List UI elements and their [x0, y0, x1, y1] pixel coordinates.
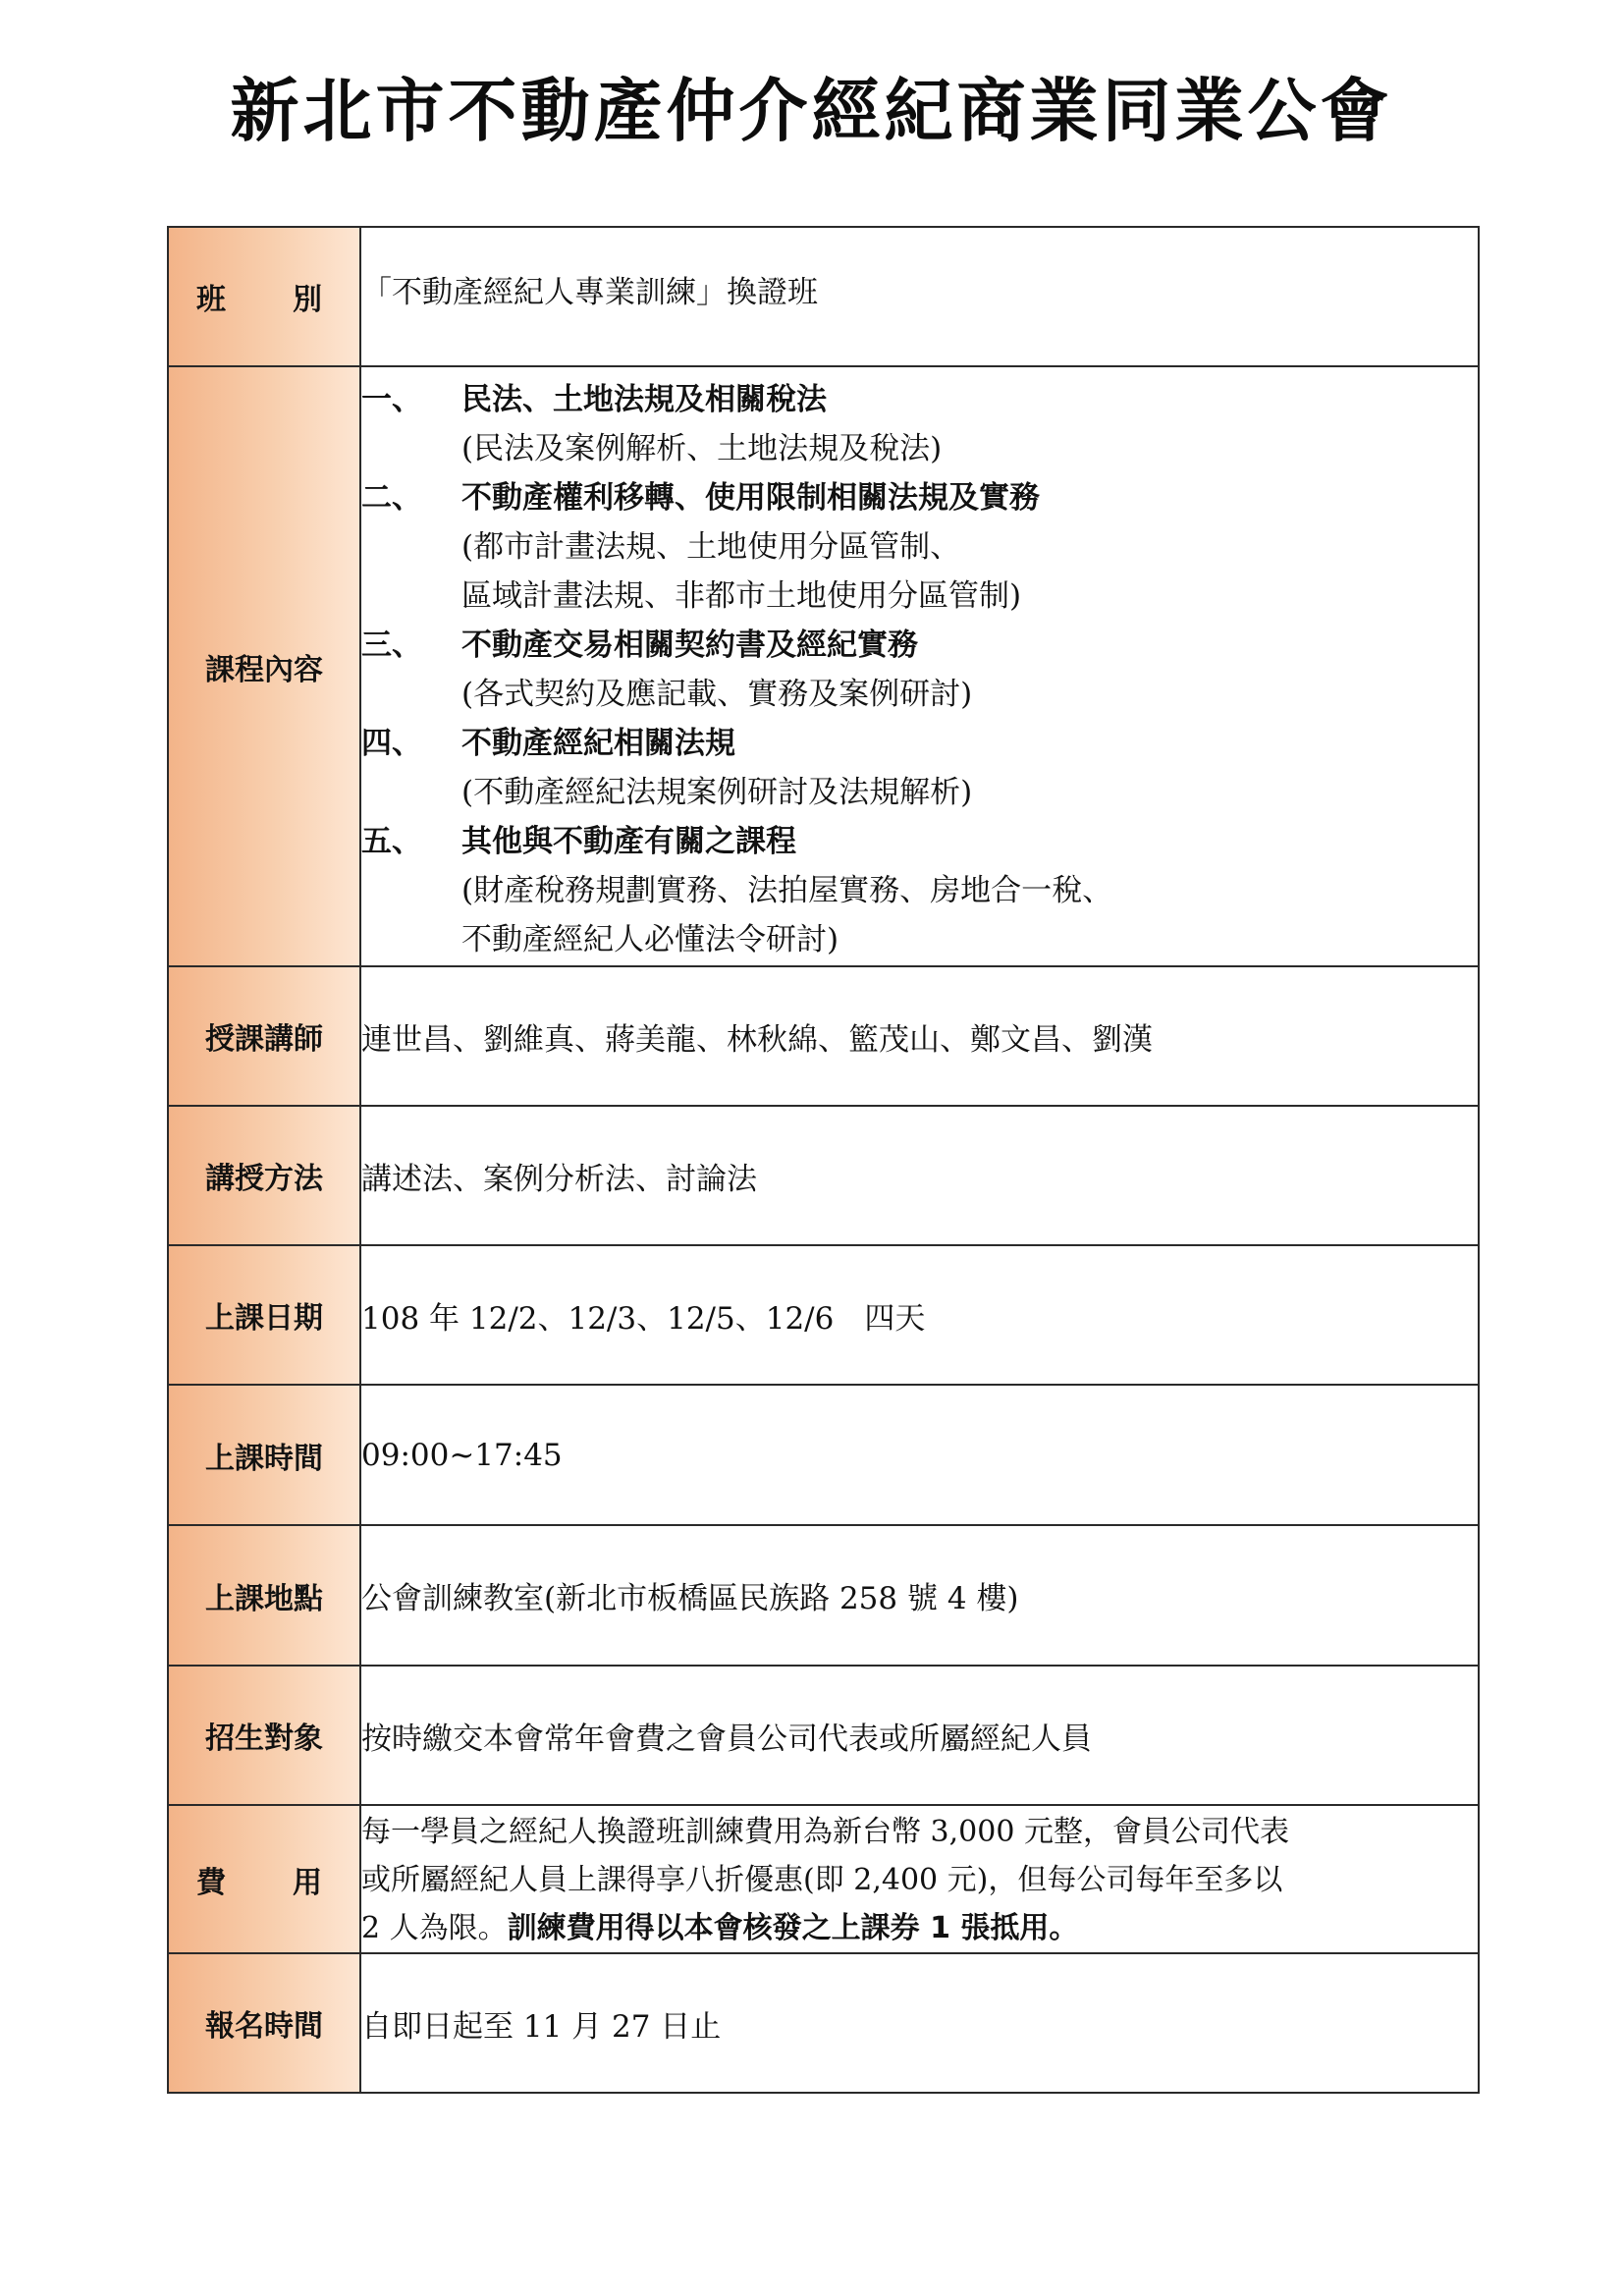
- fee-line: 每一學員之經紀人換證班訓練費用為新台幣 3,000 元整，會員公司代表: [361, 1815, 1289, 1849]
- course-item-detail: (民法及案例解析、土地法規及稅法): [461, 431, 943, 466]
- course-item: [361, 375, 1478, 473]
- value-class-type: 「不動產經紀人專業訓練」換證班: [360, 227, 1479, 366]
- value-instructors: 連世昌、劉維真、蔣美龍、林秋綿、籃茂山、鄭文昌、劉漢: [360, 966, 1479, 1106]
- course-item-title: 不動產交易相關契約書及經紀實務: [461, 628, 918, 663]
- value-class-dates: 108 年 12/2、12/3、12/5、12/6 四天: [360, 1245, 1479, 1385]
- course-item: [361, 817, 1478, 964]
- label-class-type-char-1: 班: [196, 283, 226, 317]
- label-class-time: 上課時間: [168, 1385, 360, 1525]
- fee-line-normal: 2 人為限。: [361, 1911, 508, 1945]
- row-fee: [168, 1805, 1479, 1953]
- label-course-content: 課程內容: [168, 366, 360, 966]
- course-item: [361, 621, 1478, 719]
- label-instructors: 授課講師: [168, 966, 360, 1106]
- course-item: [361, 473, 1478, 621]
- course-item-number: 一、: [361, 382, 422, 417]
- label-location: 上課地點: [168, 1525, 360, 1666]
- row-course-content: [168, 366, 1479, 966]
- row-location: [168, 1525, 1479, 1666]
- fee-line: [361, 1904, 1478, 1952]
- label-teaching-method: 講授方法: [168, 1106, 360, 1245]
- row-class-time: [168, 1385, 1479, 1525]
- course-item-number: 五、: [361, 824, 422, 859]
- course-item-detail: (都市計畫法規、土地使用分區管制、: [461, 529, 961, 565]
- course-item-number: 二、: [361, 480, 422, 516]
- row-instructors: [168, 966, 1479, 1106]
- course-item-detail: 不動產經紀人必懂法令研討): [461, 922, 839, 957]
- label-class-type-char-2: 別: [293, 283, 322, 317]
- course-item-detail: 區域計畫法規、非都市土地使用分區管制): [461, 578, 1022, 614]
- label-fee-char-1: 費: [196, 1865, 226, 1900]
- course-info-table: [167, 226, 1480, 2094]
- course-item-number: 四、: [361, 726, 422, 761]
- value-registration: 自即日起至 11 月 27 日止: [360, 1953, 1479, 2093]
- fee-line: 或所屬經紀人員上課得享八折優惠(即 2,400 元)，但每公司每年至多以: [361, 1863, 1283, 1897]
- course-item-detail: (不動產經紀法規案例研討及法規解析): [461, 775, 973, 810]
- value-target: 按時繳交本會常年會費之會員公司代表或所屬經紀人員: [360, 1666, 1479, 1805]
- fee-line-bold: 訓練費用得以本會核發之上課券 1 張抵用。: [507, 1911, 1079, 1945]
- row-target: [168, 1666, 1479, 1805]
- course-item-title: 不動產權利移轉、使用限制相關法規及實務: [461, 480, 1040, 516]
- value-location: 公會訓練教室(新北市板橋區民族路 258 號 4 樓): [360, 1525, 1479, 1666]
- label-fee: [168, 1805, 360, 1953]
- course-item-title: 不動產經紀相關法規: [461, 726, 735, 761]
- value-teaching-method: 講述法、案例分析法、討論法: [360, 1106, 1479, 1245]
- course-item: [361, 719, 1478, 817]
- value-class-time: 09:00~17:45: [360, 1385, 1479, 1525]
- label-target: 招生對象: [168, 1666, 360, 1805]
- label-class-type: [168, 227, 360, 366]
- value-fee: [360, 1805, 1479, 1953]
- value-course-content: [360, 366, 1479, 966]
- course-item-detail: (各式契約及應記載、實務及案例研討): [461, 677, 973, 712]
- page-title: 新北市不動產仲介經紀商業同業公會: [230, 71, 1393, 151]
- row-registration: [168, 1953, 1479, 2093]
- row-class-type: [168, 227, 1479, 366]
- label-fee-char-2: 用: [293, 1865, 322, 1900]
- label-registration: 報名時間: [168, 1953, 360, 2093]
- course-item-number: 三、: [361, 628, 422, 663]
- row-teaching-method: [168, 1106, 1479, 1245]
- label-class-dates: 上課日期: [168, 1245, 360, 1385]
- course-item-detail: (財產稅務規劃實務、法拍屋實務、房地合一稅、: [461, 873, 1113, 908]
- row-class-dates: [168, 1245, 1479, 1385]
- course-item-title: 民法、土地法規及相關稅法: [461, 382, 827, 417]
- course-item-title: 其他與不動產有關之課程: [461, 824, 796, 859]
